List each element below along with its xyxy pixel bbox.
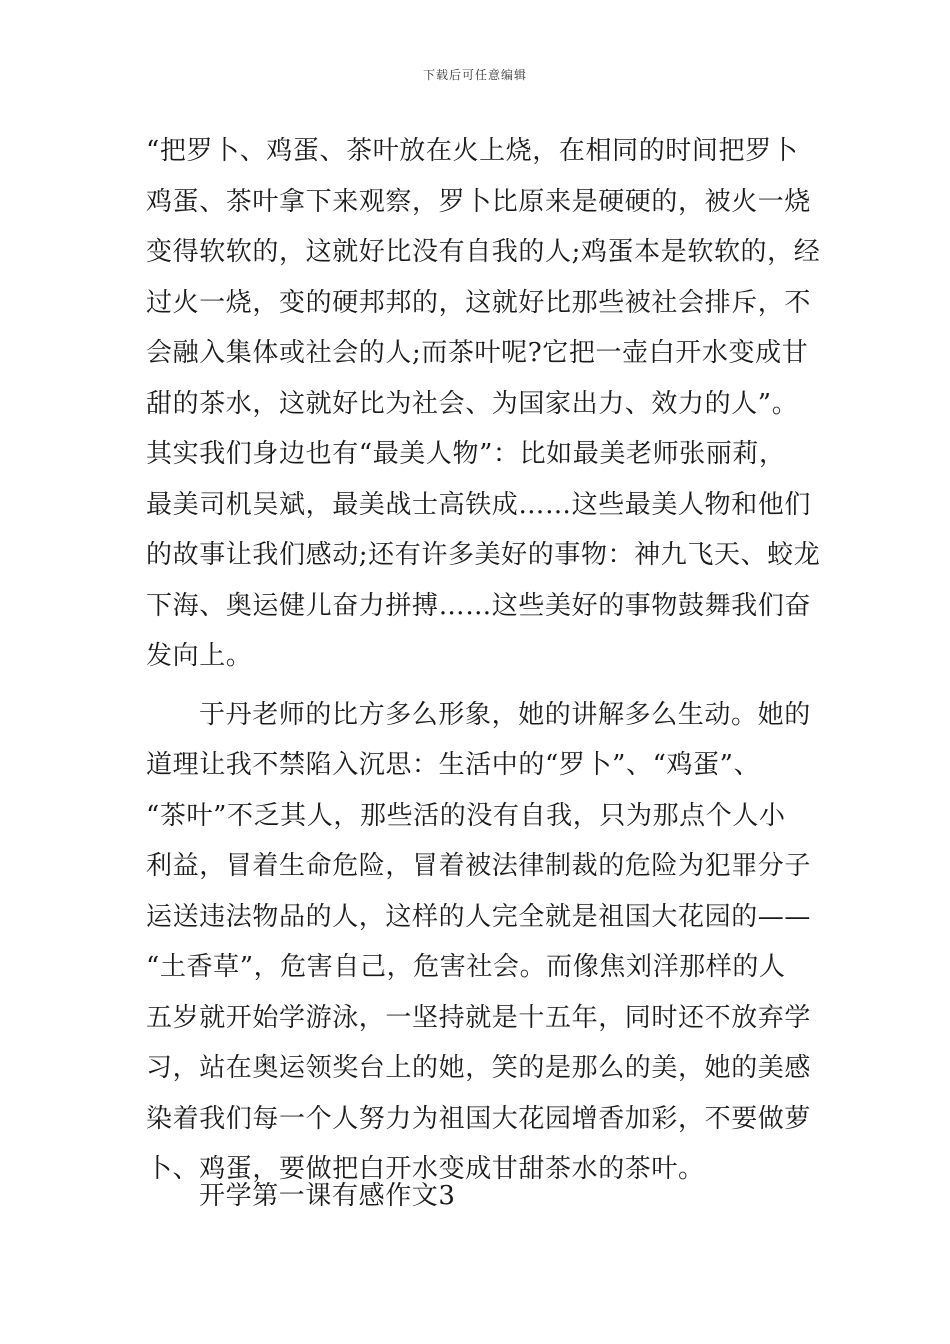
page-header: 下载后可任意编辑 (422, 68, 527, 82)
document-body (146, 126, 821, 1195)
paragraph-line: 利益，冒着生命危险，冒着被法律制裁的危险为犯罪分子 (146, 851, 812, 881)
paragraph-line: “土香草”，危害自己，危害社会。而像焦刘洋那样的人 (146, 952, 786, 982)
paragraph-line: 其实我们身边也有“最美人物”：比如最美老师张丽莉， (146, 439, 786, 469)
paragraph-line: 卜、鸡蛋，要做把白开水变成甘甜茶水的茶叶。 (146, 1154, 705, 1184)
paragraph-line: 运送违法物品的人，这样的人完全就是祖国大花园的—— (146, 901, 812, 932)
paragraph-line: 鸡蛋、茶叶拿下来观察，罗卜比原来是硬硬的，被火一烧 (146, 186, 812, 217)
paragraph-line: 道理让我不禁陷入沉思：生活中的“罗卜”、“鸡蛋”、 (146, 750, 761, 780)
paragraph-line: “把罗卜、鸡蛋、茶叶放在火上烧，在相同的时间把罗卜 (146, 136, 799, 166)
paragraph-line: 习，站在奥运领奖台上的她，笑的是那么的美，她的美感 (146, 1053, 812, 1083)
paragraph-line: 于丹老师的比方多么形象，她的讲解多么生动。她的 (199, 699, 811, 730)
paragraph-line: 变得软软的，这就好比没有自我的人;鸡蛋本是软软的，经 (146, 237, 821, 267)
paragraph-2 (146, 690, 810, 1195)
paragraph-line: “茶叶”不乏其人，那些活的没有自我，只为那点个人小 (146, 800, 786, 831)
paragraph-1 (146, 126, 821, 682)
paragraph-line: 的故事让我们感动;还有许多美好的事物：神九飞天、蛟龙 (146, 540, 821, 570)
paragraph-line: 会融入集体或社会的人;而茶叶呢?它把一壶白开水变成甘 (146, 338, 809, 368)
paragraph-line: 最美司机吴斌，最美战士高铁成……这些最美人物和他们 (146, 489, 812, 520)
paragraph-line: 发向上。 (146, 641, 253, 671)
paragraph-line: 过火一烧，变的硬邦邦的，这就好比那些被社会排斥，不 (146, 287, 812, 318)
paragraph-line: 五岁就开始学游泳，一坚持就是十五年，同时还不放弃学 (146, 1002, 812, 1033)
paragraph-line: 染着我们每一个人努力为祖国大花园增香加彩，不要做萝 (146, 1103, 812, 1134)
paragraph-spacer (146, 682, 810, 690)
paragraph-line: 甜的茶水，这就好比为社会、为国家出力、效力的人”。 (146, 388, 799, 419)
section-heading: 开学第一课有感作文3 (199, 1181, 456, 1211)
paragraph-line: 下海、奥运健儿奋力拼搏……这些美好的事物鼓舞我们奋 (146, 590, 812, 621)
